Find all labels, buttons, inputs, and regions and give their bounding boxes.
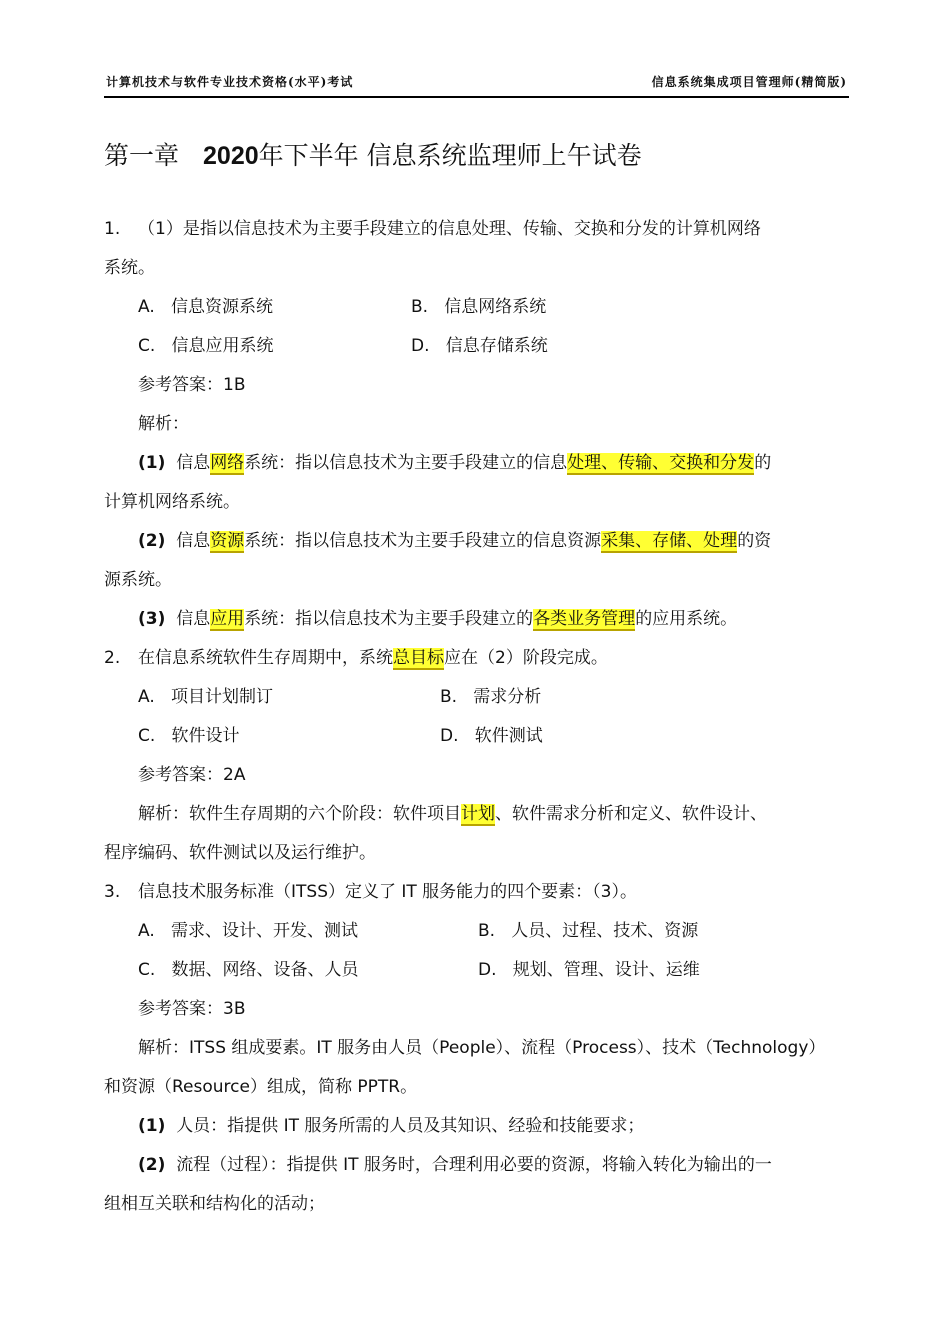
q1-stem-line1: （1）是指以信息技术为主要手段建立的信息处理、传输、交换和分发的计算机网络 <box>138 219 761 239</box>
q1-number: 1. <box>104 219 121 239</box>
q1-option-a: A. 信息资源系统 <box>138 297 273 317</box>
header-left: 计算机技术与软件专业技术资格(水平)考试 <box>106 75 354 89</box>
q1-option-d: D. 信息存储系统 <box>411 336 548 356</box>
q1-analysis-point-1-line2: 计算机网络系统。 <box>104 492 240 512</box>
q3-analysis-point-2: (2) 流程（过程）：指提供 IT 服务时，合理利用必要的资源，将输入转化为输出的一 <box>138 1155 772 1175</box>
q1-analysis-point-2: (2) 信息资源系统：指以信息技术为主要手段建立的信息资源采集、存储、处理的资 <box>138 531 772 551</box>
q3-number: 3. <box>104 882 121 902</box>
page-header <box>104 70 849 98</box>
q3-analysis-point-1: (1) 人员：指提供 IT 服务所需的人员及其知识、经验和技能要求； <box>138 1116 645 1136</box>
q3-option-d: D. 规划、管理、设计、运维 <box>478 960 700 980</box>
q1-analysis-label: 解析： <box>138 414 189 434</box>
chapter-label: 第一章 <box>104 141 180 170</box>
q2-option-b: B. 需求分析 <box>440 687 542 707</box>
q2-option-a: A. 项目计划制订 <box>138 687 273 707</box>
chapter-title-rest: 年下半年 信息系统监理师上午试卷 <box>258 141 642 170</box>
q2-answer: 参考答案：2A <box>138 765 246 785</box>
header-right: 信息系统集成项目管理师(精简版) <box>651 75 847 89</box>
q3-option-b: B. 人员、过程、技术、资源 <box>478 921 699 941</box>
q1-analysis-point-1: (1) 信息网络系统：指以信息技术为主要手段建立的信息处理、传输、交换和分发的 <box>138 453 772 473</box>
q3-analysis-line1: 解析：ITSS 组成要素。IT 服务由人员（People）、流程（Process）、技术（Technology） <box>138 1038 826 1058</box>
q1-analysis-point-2-line2: 源系统。 <box>104 570 172 590</box>
chapter-title <box>104 136 642 172</box>
q1-stem-line2: 系统。 <box>104 258 155 278</box>
chapter-year: 2020 <box>203 142 259 170</box>
q2-number: 2. <box>104 648 121 668</box>
q3-analysis-line2: 和资源（Resource）组成，简称 PPTR。 <box>104 1077 418 1097</box>
q2-option-d: D. 软件测试 <box>440 726 543 746</box>
q3-option-c: C. 数据、网络、设备、人员 <box>138 960 359 980</box>
q1-analysis-point-3: (3) 信息应用系统：指以信息技术为主要手段建立的各类业务管理的应用系统。 <box>138 609 738 629</box>
q3-analysis-point-2-line2: 组相互关联和结构化的活动； <box>104 1194 325 1214</box>
q2-analysis: 解析：软件生存周期的六个阶段：软件项目计划、软件需求分析和定义、软件设计、 <box>138 804 767 824</box>
q3-option-a: A. 需求、设计、开发、测试 <box>138 921 358 941</box>
q1-answer: 参考答案：1B <box>138 375 246 395</box>
q1-option-c: C. 信息应用系统 <box>138 336 274 356</box>
q3-stem: 信息技术服务标准（ITSS）定义了 IT 服务能力的四个要素：（3）。 <box>138 882 638 902</box>
q2-stem: 在信息系统软件生存周期中，系统总目标应在（2）阶段完成。 <box>138 648 608 668</box>
q2-option-c: C. 软件设计 <box>138 726 240 746</box>
q2-analysis-line2: 程序编码、软件测试以及运行维护。 <box>104 843 376 863</box>
q1-option-b: B. 信息网络系统 <box>411 297 547 317</box>
q3-answer: 参考答案：3B <box>138 999 246 1019</box>
